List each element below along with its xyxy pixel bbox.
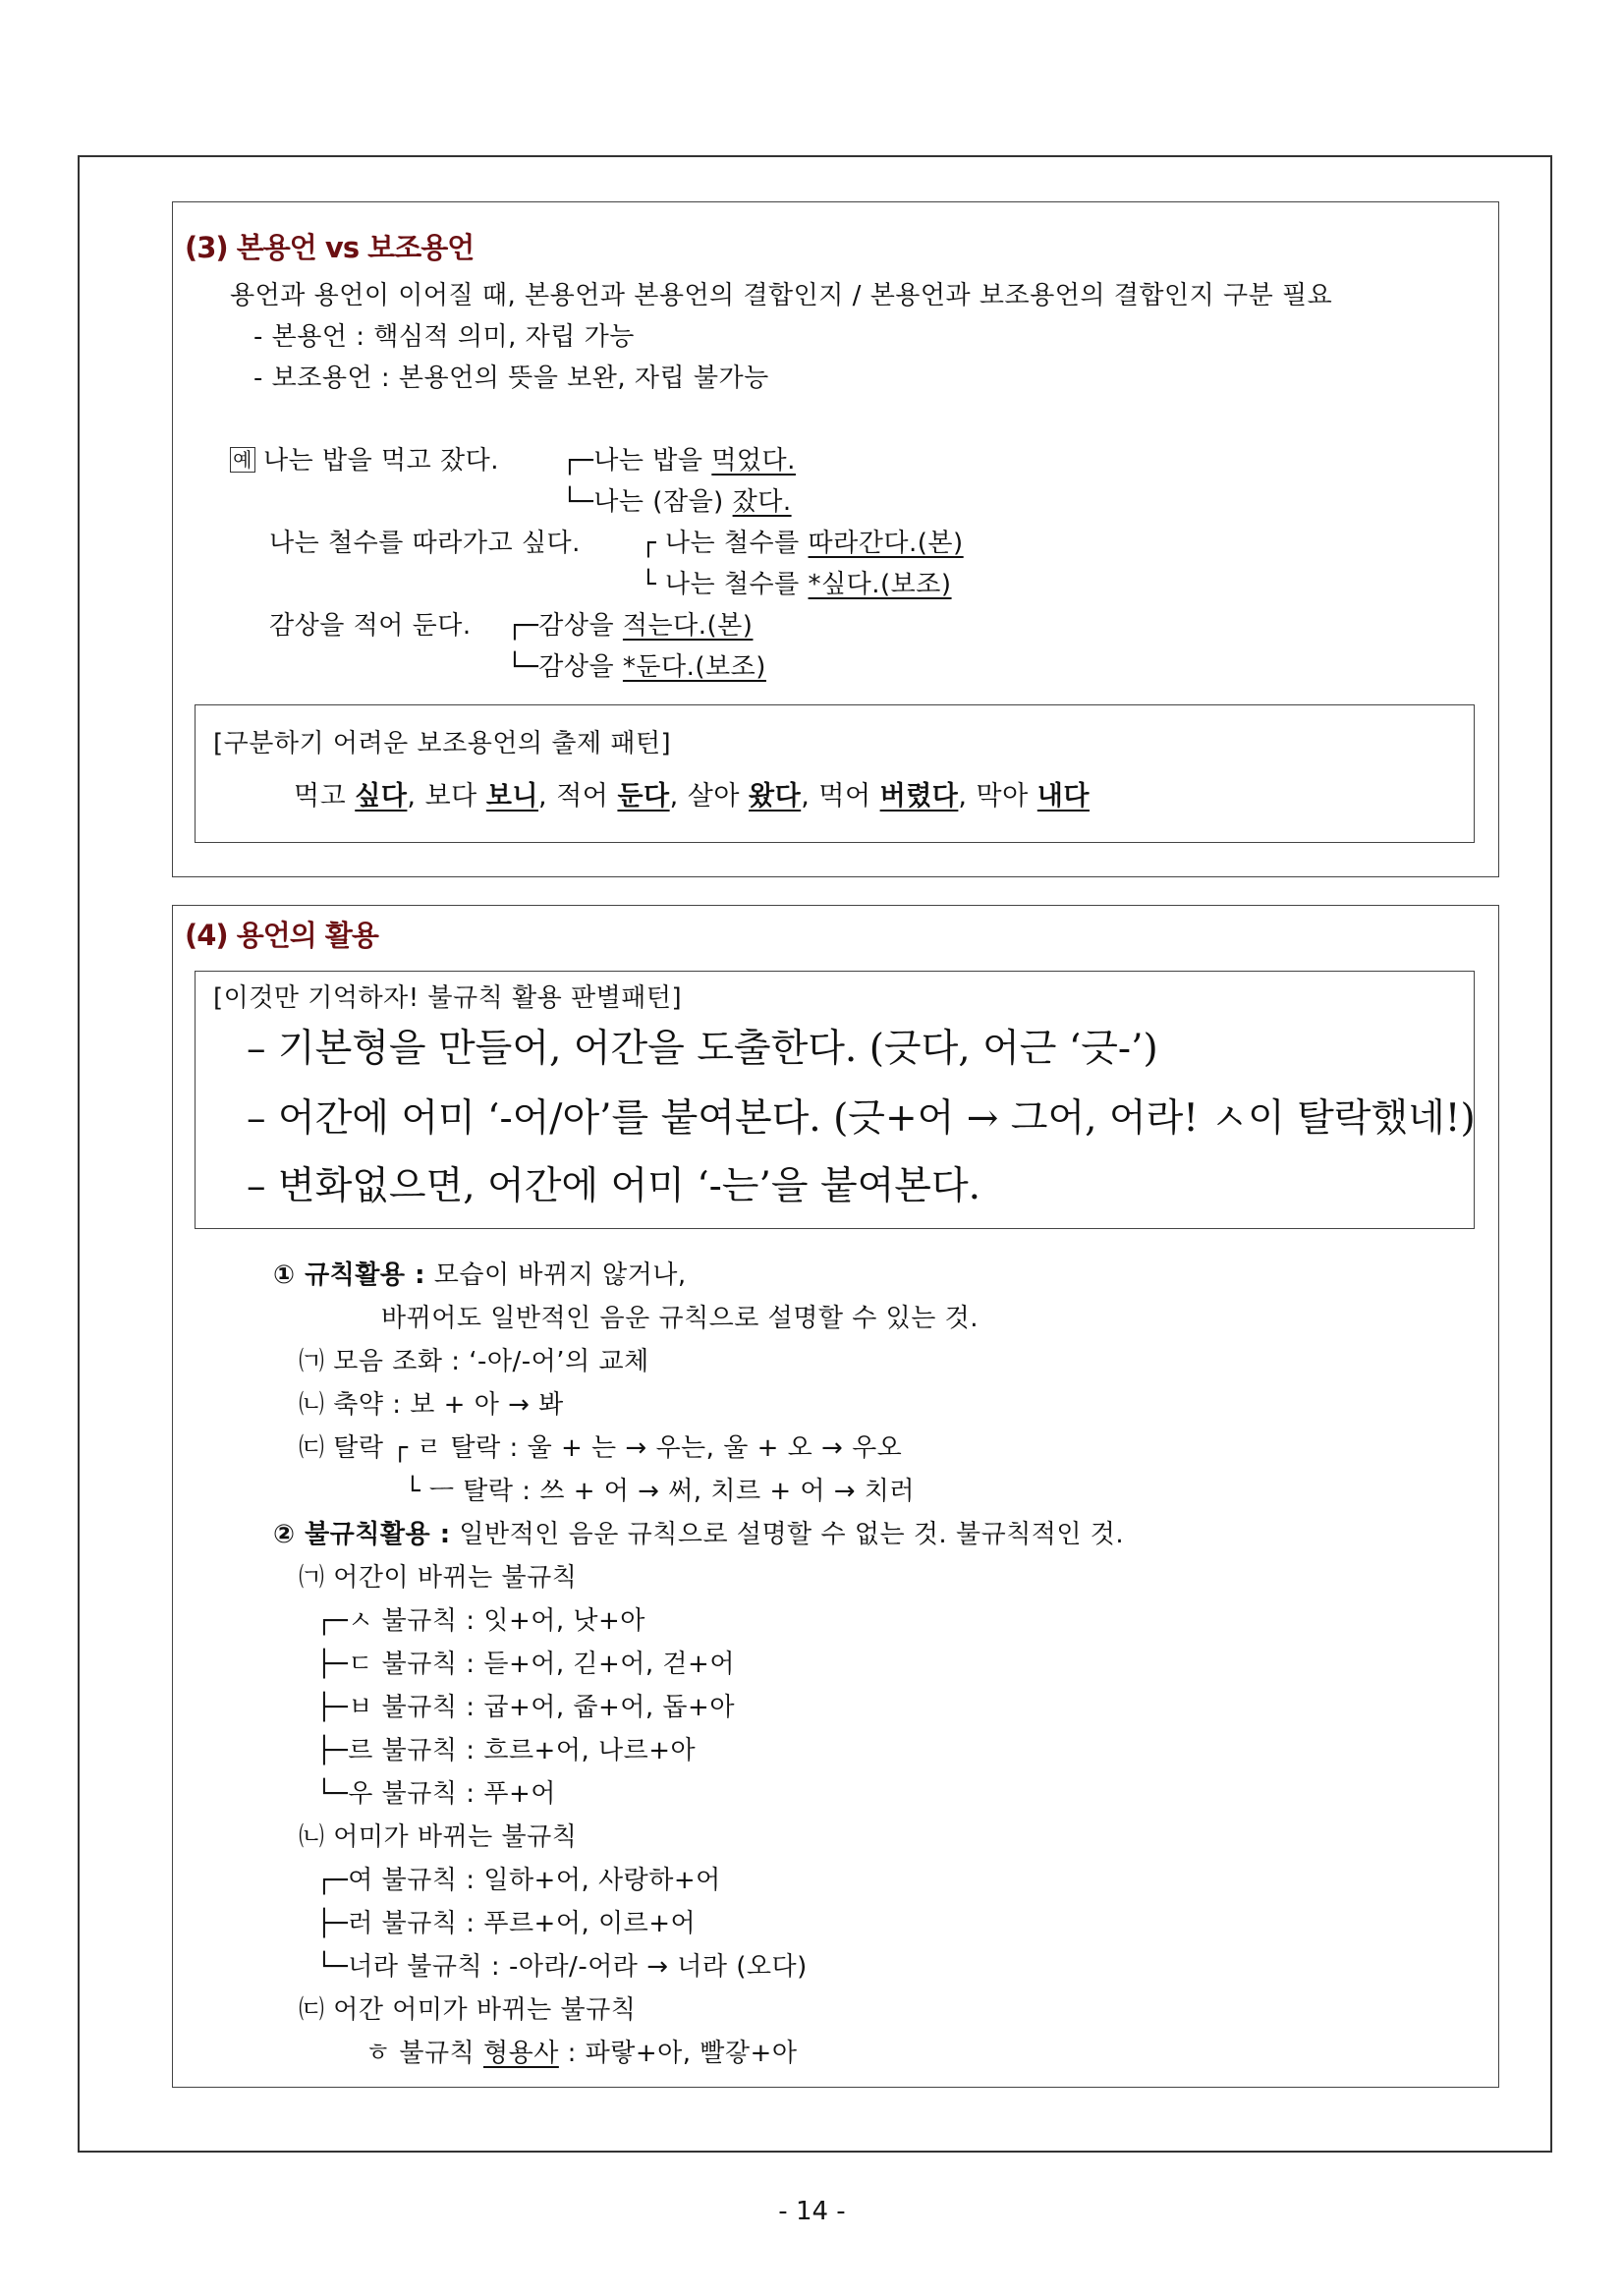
branch-underlined: *둔다.(보조) — [622, 652, 766, 682]
irregular-item: └─너라 불규칙 : -아라/-어라 → 너라 (오다) — [316, 1952, 808, 1982]
example-1-branch-a — [562, 446, 796, 476]
hieut-examples: : 파랗+아, 빨갛+아 — [558, 2039, 798, 2068]
pattern-step-2: – 어간에 어미 ‘-어/아’를 붙여본다. (긋+어 → 그어, 어라! ㅅ이 탈락했네!) — [247, 1096, 1476, 1141]
pattern-prefix: 먹어 — [818, 781, 880, 812]
page-number: - 14 - — [778, 2197, 846, 2226]
irregular-item: ┌─여 불규칙 : 일하+어, 사랑하+어 — [316, 1866, 721, 1895]
ending-change-heading: ㈁ 어미가 바뀌는 불규칙 — [299, 1822, 578, 1852]
branch-underlined: 적는다.(본) — [622, 611, 754, 641]
irregular-item: ├─르 불규칙 : 흐르+어, 나르+아 — [316, 1736, 697, 1765]
pattern-aux-verb: 왔다 — [749, 781, 802, 812]
branch-text: └ 나는 철수를 — [641, 570, 809, 599]
example-1 — [230, 446, 499, 476]
stem-change-heading: ㈀ 어간이 바뀌는 불규칙 — [299, 1563, 578, 1593]
irregular-item: ├─ㄷ 불규칙 : 듣+어, 긷+어, 걷+어 — [316, 1650, 735, 1679]
regular-desc-2: 바뀌어도 일반적인 음운 규칙으로 설명할 수 있는 것. — [381, 1304, 980, 1333]
example-2-sentence: 나는 철수를 따라가고 싶다. — [269, 529, 581, 558]
branch-underlined: 따라간다.(본) — [808, 529, 964, 558]
example-2-branch-a — [641, 529, 964, 558]
deletion-eu: └ ㅡ 탈락 : 쓰 + 어 → 써, 치르 + 어 → 치러 — [405, 1477, 916, 1506]
pattern-list — [294, 782, 1090, 812]
example-3-sentence: 감상을 적어 둔다. — [269, 611, 472, 641]
irregular-conjugation — [273, 1520, 1124, 1549]
example-3-branch-a — [507, 611, 753, 641]
vowel-harmony: ㈀ 모음 조화 : ‘-아/-어’의 교체 — [299, 1347, 649, 1376]
branch-text: ┌─감상을 — [507, 611, 623, 641]
irregular-desc: 일반적인 음운 규칙으로 설명할 수 없는 것. 불규칙적인 것. — [450, 1520, 1125, 1549]
pattern-prefix: 먹고 — [294, 781, 356, 812]
hieut-label: ㅎ 불규칙 — [365, 2039, 483, 2068]
branch-text: └─나는 (잠을) — [562, 487, 733, 517]
section-verb-conjugation — [172, 905, 1499, 2088]
pattern-step-1: – 기본형을 만들어, 어간을 도출한다. (긋다, 어근 ‘긋-’) — [247, 1027, 1158, 1071]
pattern-separator: , — [669, 781, 688, 812]
pattern-aux-verb: 내다 — [1036, 781, 1090, 812]
regular-desc: 모습이 바뀌지 않거나, — [424, 1260, 687, 1290]
pattern-box — [195, 704, 1475, 843]
section-title: (4) 용언의 활용 — [185, 919, 378, 952]
pattern-box-title: [구분하기 어려운 보조용언의 출제 패턴] — [213, 729, 672, 758]
branch-underlined: 잤다. — [732, 487, 792, 517]
irregular-pattern-box — [195, 971, 1475, 1229]
regular-heading: ① 규칙활용 : — [273, 1260, 425, 1290]
hieut-irregular — [365, 2039, 797, 2068]
adjective-underlined: 형용사 — [483, 2039, 559, 2068]
pattern-aux-verb: 보니 — [485, 781, 539, 812]
irregular-item: ├─러 불규칙 : 푸르+어, 이르+어 — [316, 1909, 697, 1938]
pattern-aux-verb: 싶다 — [355, 781, 408, 812]
branch-text: ┌─나는 밥을 — [562, 446, 712, 476]
definition-main-verb: - 본용언 : 핵심적 의미, 자립 가능 — [253, 322, 635, 352]
pattern-separator: , — [538, 781, 557, 812]
intro-text: 용언과 용언이 이어질 때, 본용언과 본용언의 결합인지 / 본용언과 보조용언의 결합인지 구분 필요 — [230, 281, 1333, 310]
irregular-item: ├─ㅂ 불규칙 : 굽+어, 줍+어, 돕+아 — [316, 1693, 735, 1722]
branch-text: ┌ 나는 철수를 — [641, 529, 809, 558]
irregular-heading: ② 불규칙활용 : — [273, 1520, 451, 1549]
pattern-aux-verb: 버렸다 — [879, 781, 959, 812]
branch-underlined: *싶다.(보조) — [808, 570, 952, 599]
box-title: [이것만 기억하자! 불규칙 활용 판별패턴] — [213, 983, 683, 1013]
pattern-aux-verb: 둔다 — [617, 781, 670, 812]
stem-ending-change-heading: ㈂ 어간 어미가 바뀌는 불규칙 — [299, 1995, 637, 2025]
branch-underlined: 먹었다. — [711, 446, 796, 476]
example-mark: 예 — [230, 447, 255, 473]
example-3-branch-b — [507, 652, 766, 682]
section-main-vs-auxiliary-verb — [172, 201, 1499, 877]
section-title: (3) 본용언 vs 보조용언 — [185, 231, 475, 264]
irregular-item: └─우 불규칙 : 푸+어 — [316, 1779, 556, 1809]
example-1-branch-b — [562, 487, 792, 517]
pattern-separator: , — [801, 781, 819, 812]
example-1-sentence: 나는 밥을 먹고 잤다. — [263, 446, 499, 476]
definition-aux-verb: - 보조용언 : 본용언의 뜻을 보완, 자립 불가능 — [253, 364, 769, 393]
irregular-item: ┌─ㅅ 불규칙 : 잇+어, 낫+아 — [316, 1606, 645, 1636]
contraction: ㈁ 축약 : 보 + 아 → 봐 — [299, 1390, 564, 1420]
branch-text: └─감상을 — [507, 652, 623, 682]
pattern-separator: , — [958, 781, 977, 812]
pattern-prefix: 막아 — [976, 781, 1037, 812]
pattern-separator: , — [407, 781, 425, 812]
example-2-branch-b — [641, 570, 952, 599]
pattern-step-3: – 변화없으면, 어간에 어미 ‘-는’을 붙여본다. — [247, 1164, 981, 1208]
regular-conjugation — [273, 1260, 687, 1290]
pattern-prefix: 살아 — [687, 781, 750, 812]
deletion: ㈂ 탈락 ┌ ㄹ 탈락 : 울 + 는 → 우는, 울 + 오 → 우오 — [299, 1433, 903, 1463]
pattern-prefix: 적어 — [556, 781, 618, 812]
pattern-prefix: 보다 — [424, 781, 486, 812]
